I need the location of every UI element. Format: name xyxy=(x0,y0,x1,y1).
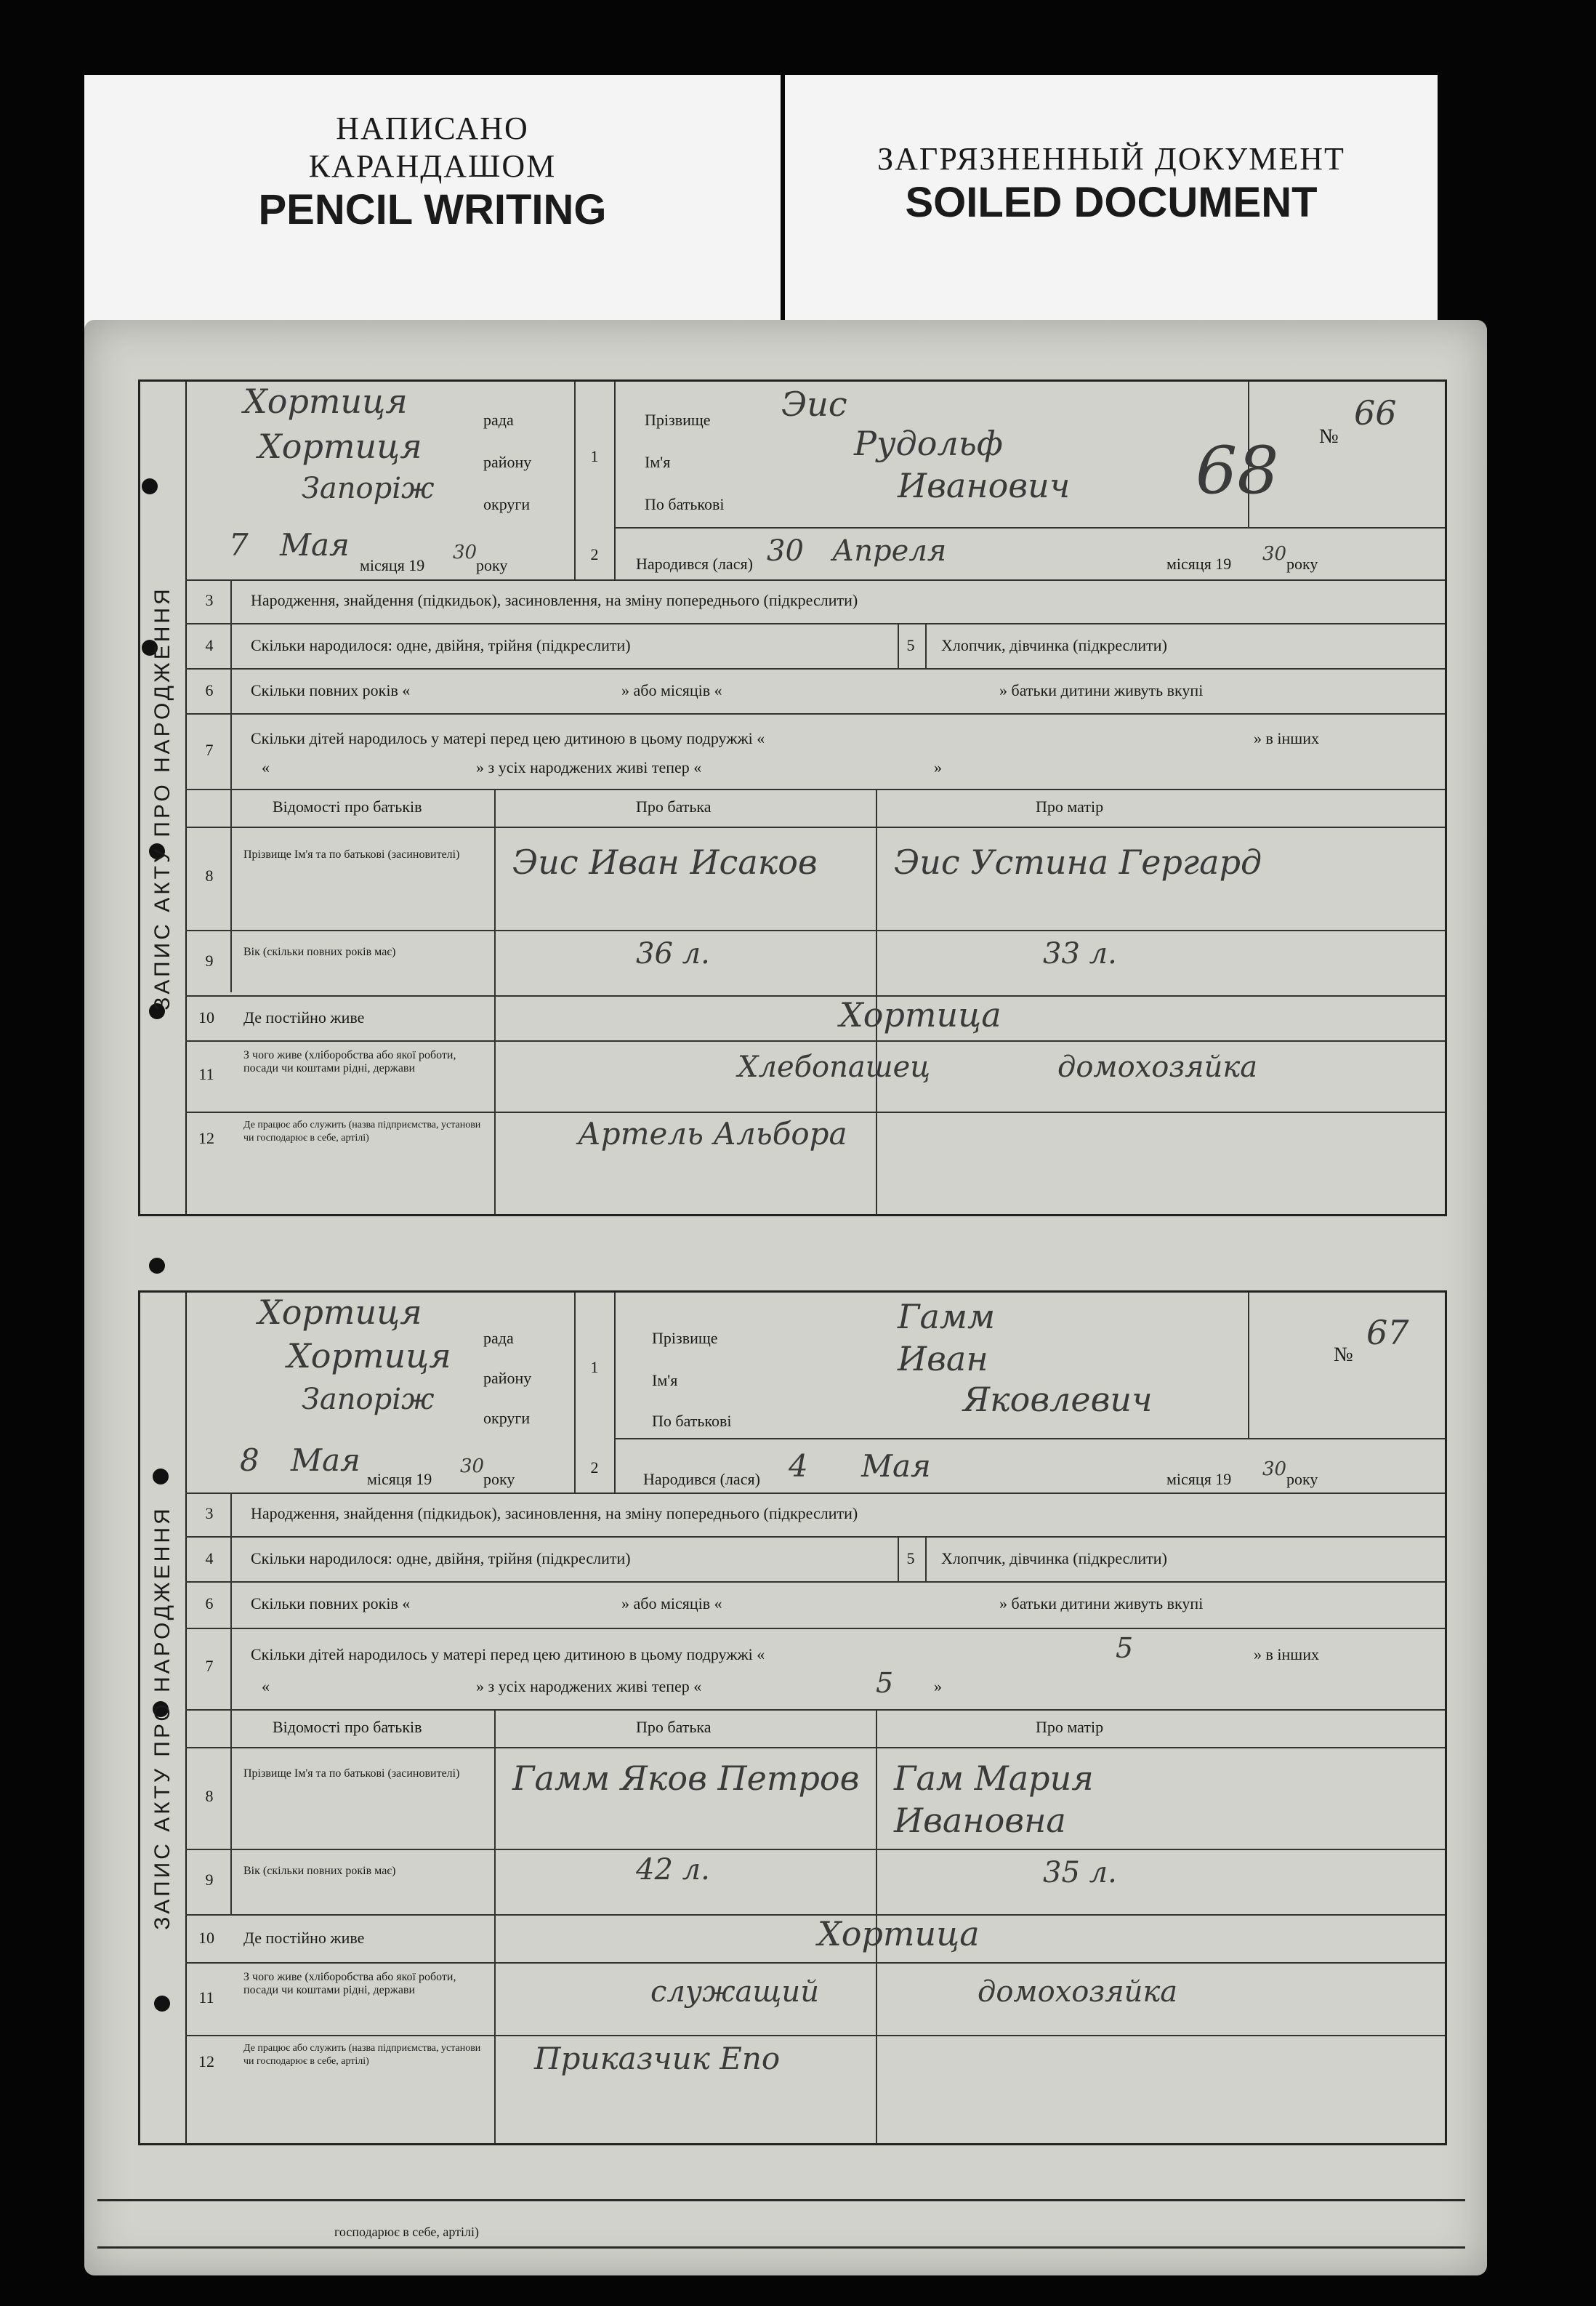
surname-label: Прізвище xyxy=(652,1329,718,1347)
row9-label: Вік (скільки повних років має) xyxy=(243,946,396,958)
birth-record-66: ЗАПИС АКТУ ПРО НАРОДЖЕННЯ Хортиця рада Хортиця району Запоріж округи 7 Мая місяця 19 30 року 1 2 Прізвище Эис Ім'я Рудольф По батькові Иванович 68 № 66 Народився (лася) 30 Апреля місяця 19 30 року 3 Народження, знайдення (підкидьок), засиновлення, на зміну попереднього (підкреслити) 4 Скільки народилося: одне, двійня, трійня (підкреслити) 5 Хлопчик, дівчинка (підкреслити) 6 Скільки повних років « » або місяців « » батьки дитини живуть вкупі 7 Скільки дітей народилось у матері перед цею дитиною в цьому подружжі « » в інших « » з усіх народжених живі тепер « » Відомості про батьків Про батька Про матір 8 Прізвище Ім'я та по батькові (засиновителі) Эис Иван Исаков Эис Устина Гергард 9 Вік (скільки повних років має) 36 л. 33 л. 10 Де постійно живе Хортица 11 З чого живе (хліборобства або якої роботи, посади чи коштами рідні, держави Хлебопашец домохозяйка 12 Де працює або служить (назва підприємства, установи чи господарює в себе, артілі) Артель Альбора xyxy=(138,379,1447,1216)
child-patronymic-value: Яковлевич xyxy=(963,1380,1153,1419)
reg-month-value: Мая xyxy=(280,527,350,563)
birth-month-value: Апреля xyxy=(832,534,947,568)
record-side-title: ЗАПИС АКТУ ПРО НАРОДЖЕННЯ xyxy=(140,1293,187,2143)
roku-label: року xyxy=(483,1470,515,1488)
row5-label: Хлопчик, дівчинка (підкреслити) xyxy=(941,1549,1167,1567)
born-label: Народився (лася) xyxy=(643,1470,760,1488)
father-age-value: 36 л. xyxy=(636,937,710,971)
rada-label: рада xyxy=(483,1329,514,1347)
reg-month-value: Мая xyxy=(291,1442,360,1478)
surname-label: Прізвище xyxy=(645,411,711,429)
about-father-header: Про батька xyxy=(636,798,712,816)
pencil-writing-label-card xyxy=(84,75,781,344)
child-surname-value: Гамм xyxy=(898,1297,996,1336)
born-label: Народився (лася) xyxy=(636,555,753,573)
father-occupation-value: служащий xyxy=(650,1975,819,2009)
pencil-label-ru-line1: НАПИСАНО xyxy=(336,111,529,146)
roku-label: року xyxy=(476,556,508,574)
patronymic-label: По батькові xyxy=(645,495,725,513)
misyatsya-label: місяця 19 xyxy=(367,1470,432,1488)
parents-header: Відомості про батьків xyxy=(273,1718,422,1736)
birth-day-value: 4 xyxy=(789,1448,808,1484)
misyatsya-label: місяця 19 xyxy=(1166,555,1232,573)
village-value: Хортиця xyxy=(258,1293,422,1332)
about-mother-header: Про матір xyxy=(1036,798,1104,816)
patronymic-label: По батькові xyxy=(652,1412,732,1430)
record-side-title: ЗАПИС АКТУ ПРО НАРОДЖЕННЯ xyxy=(140,382,187,1214)
number-sign: № xyxy=(1319,425,1339,448)
children-alive-value: 5 xyxy=(876,1667,894,1699)
binder-hole xyxy=(149,1258,165,1274)
row9-label: Вік (скільки повних років має) xyxy=(243,1865,396,1877)
reg-day-value: 7 xyxy=(229,527,249,563)
row10-label: Де постійно живе xyxy=(243,1008,365,1027)
sheet-edge-line xyxy=(97,2199,1465,2201)
child-surname-value: Эис xyxy=(781,385,847,424)
row4-label: Скільки народилося: одне, двійня, трійня (підкреслити) xyxy=(251,1549,631,1567)
misyatsya-label: місяця 19 xyxy=(360,556,425,574)
raion-value: Хортиця xyxy=(287,1336,451,1375)
residence-value: Хортица xyxy=(839,995,1001,1035)
mother-age-value: 35 л. xyxy=(1043,1856,1117,1889)
row6-label: Скільки повних років « xyxy=(251,1594,411,1612)
mother-name-value: Гам Мария Ивановна xyxy=(894,1759,1094,1840)
row7-label: Скільки дітей народилось у матері перед цею дитиною в цьому подружжі « xyxy=(251,729,765,747)
pencil-label-ru-line2: КАРАНДАШОМ xyxy=(308,148,557,184)
row4-label: Скільки народилося: одне, двійня, трійня (підкреслити) xyxy=(251,636,631,654)
name-label: Ім'я xyxy=(652,1371,678,1389)
row10-label: Де постійно живе xyxy=(243,1929,365,1947)
residence-value: Хортица xyxy=(818,1914,980,1953)
reg-year-value: 30 xyxy=(453,542,477,563)
children-before-value: 5 xyxy=(1116,1632,1134,1664)
row12-label: Де працює або служить (назва підприємства, установи чи господарює в себе, артілі) xyxy=(243,2043,481,2067)
number-sign: № xyxy=(1334,1343,1353,1366)
row8-label: Прізвище Ім'я та по батькові (засиновителі) xyxy=(243,848,460,861)
row11-label: З чого живе (хліборобства або якої роботи, посади чи коштами рідні, держави xyxy=(243,1971,456,1996)
footer-fragment: господарює в себе, артілі) xyxy=(334,2225,480,2239)
name-label: Ім'я xyxy=(645,453,671,471)
raion-value: Хортиця xyxy=(258,427,422,466)
row5-label: Хлопчик, дівчинка (підкреслити) xyxy=(941,636,1167,654)
birth-year-value: 30 xyxy=(1262,1458,1287,1480)
father-name-value: Гамм Яков Петров xyxy=(512,1759,860,1798)
mother-occupation-value: домохозяйка xyxy=(1057,1050,1258,1084)
row3-label: Народження, знайдення (підкидьок), засиновлення, на зміну попереднього (підкреслити) xyxy=(251,591,858,609)
mother-occupation-value: домохозяйка xyxy=(978,1975,1178,2009)
reg-year-value: 30 xyxy=(460,1455,485,1477)
roku-label: року xyxy=(1286,1470,1318,1488)
parents-header: Відомості про батьків xyxy=(273,798,422,816)
workplace-value: Артель Альбора xyxy=(578,1116,847,1152)
row11-label: З чого живе (хліборобства або якої роботи, посади чи коштами рідні, держави xyxy=(243,1049,456,1074)
mother-name-value: Эис Устина Гергард xyxy=(894,843,1262,882)
soiled-label-ru: ЗАГРЯЗНЕННЫЙ ДОКУМЕНТ xyxy=(877,141,1345,177)
okrug-label: округи xyxy=(483,495,531,513)
father-age-value: 42 л. xyxy=(636,1853,710,1887)
misyatsya-label: місяця 19 xyxy=(1166,1470,1232,1488)
okrug-value: Запоріж xyxy=(302,1383,435,1416)
soiled-document-label-card xyxy=(785,75,1438,344)
workplace-value: Приказчик Епо xyxy=(534,2041,781,2076)
father-name-value: Эис Иван Исаков xyxy=(512,843,818,882)
row3-label: Народження, знайдення (підкидьок), засиновлення, на зміну попереднього (підкреслити) xyxy=(251,1504,858,1522)
father-occupation-value: Хлебопашец xyxy=(738,1050,931,1084)
raion-label: району xyxy=(483,1369,532,1387)
okrug-value: Запоріж xyxy=(302,472,435,505)
about-father-header: Про батька xyxy=(636,1718,712,1736)
row8-label: Прізвище Ім'я та по батькові (засиновителі) xyxy=(243,1767,460,1780)
sheet-edge-line xyxy=(97,2246,1465,2249)
about-mother-header: Про матір xyxy=(1036,1718,1104,1736)
okrug-label: округи xyxy=(483,1409,531,1427)
roku-label: року xyxy=(1286,555,1318,573)
row6-label: Скільки повних років « xyxy=(251,681,411,699)
child-name-value: Иван xyxy=(898,1339,988,1378)
birth-month-value: Мая xyxy=(861,1448,931,1484)
child-patronymic-value: Иванович xyxy=(898,466,1071,505)
record-number-value: 66 xyxy=(1354,393,1397,433)
record-number-value: 67 xyxy=(1366,1313,1409,1352)
soiled-label-en: SOILED DOCUMENT xyxy=(905,179,1318,226)
mother-age-value: 33 л. xyxy=(1043,937,1117,971)
row12-label: Де працює або служить (назва підприємства, установи чи господарює в себе, артілі) xyxy=(243,1120,481,1144)
birth-record-67: ЗАПИС АКТУ ПРО НАРОДЖЕННЯ Хортиця рада Хортиця району Запоріж округи 8 Мая місяця 19 30 року 1 2 Прізвище Гамм Ім'я Иван По батькові Яковлевич № 67 Народився (лася) 4 Мая місяця 19 30 року 3 Народження, знайдення (підкидьок), засиновлення, на зміну попереднього (підкреслити) 4 Скільки народилося: одне, двійня, трійня (підкреслити) 5 Хлопчик, дівчинка (підкреслити) 6 Скільки повних років « » або місяців « » батьки дитини живуть вкупі 7 Скільки дітей народилось у матері перед цею дитиною в цьому подружжі « 5 » в інших « » з усіх народжених живі тепер « 5 » Відомості про батьків Про батька Про матір 8 Прізвище Ім'я та по батькові (засиновителі) Гамм Яков Петров Гам Мария Ивановна 9 Вік (скільки повних років має) 42 л. 35 л. 10 Де постійно живе Хортица 11 З чого живе (хліборобства або якої роботи, посади чи коштами рідні, держави служащий домохозяйка 12 Де працює або служить (назва підприємства, установи чи господарює в себе, артілі) Приказчик Епо xyxy=(138,1290,1447,2145)
rada-label: рада xyxy=(483,411,514,429)
birth-year-value: 30 xyxy=(1262,543,1287,565)
pencil-label-en: PENCIL WRITING xyxy=(258,186,607,233)
village-value: Хортиця xyxy=(243,382,408,421)
birth-day-value: 30 xyxy=(767,534,804,568)
child-name-value: Рудольф xyxy=(854,424,1003,463)
row7-label: Скільки дітей народилось у матері перед цею дитиною в цьому подружжі « xyxy=(251,1645,765,1663)
reg-day-value: 8 xyxy=(240,1442,259,1478)
raion-label: району xyxy=(483,453,532,471)
record-big-number: 68 xyxy=(1196,433,1279,509)
